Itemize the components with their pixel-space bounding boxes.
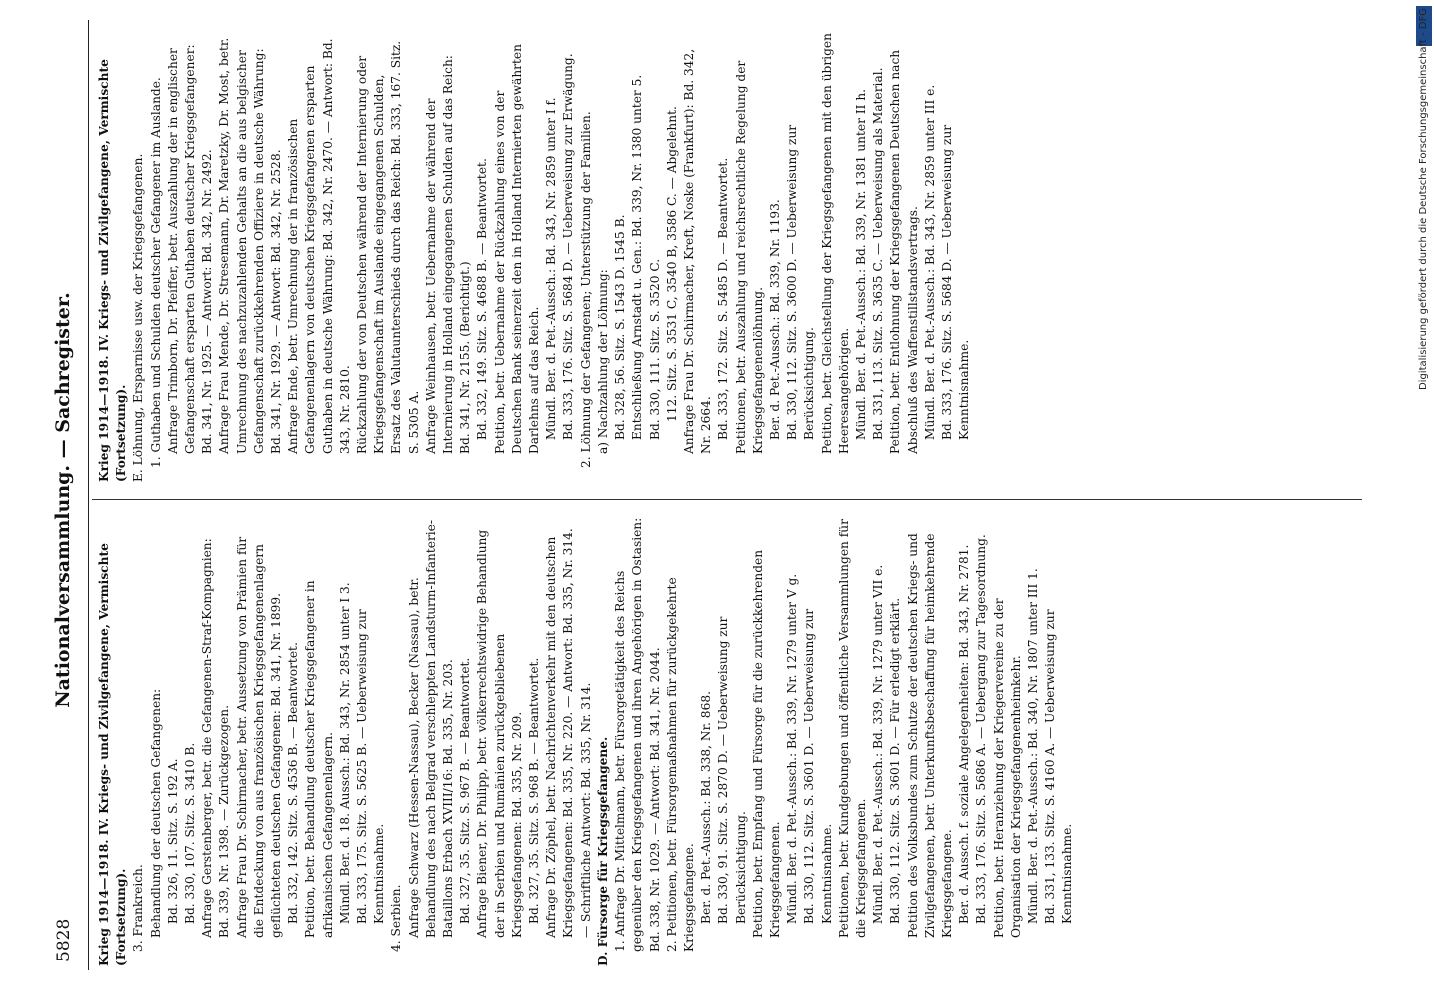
index-entry: Ber. d. Pet.-Aussch.: Bd. 339, Nr. 1193.: [767, 199, 782, 440]
index-entry: Mündl. Ber. d. Pet.-Aussch.: Bd. 339, Nr. 1381 unter II h.: [853, 88, 868, 440]
index-entry: Behandlung der deutschen Gefangenen:: [148, 688, 163, 938]
left-column: [96, 516, 1077, 966]
credit-text: Digitalisierung gefördert durch die Deutsche Forschungsgemeinschaft - DFG: [1418, 8, 1429, 391]
column-divider: [92, 499, 1362, 500]
index-entry: Petition, betr. Uebernahme der Rückzahlung eines von der Deutschen Bank seinerzeit den in Holland Internierten gewährten Darlehns auf das Reich.: [492, 44, 542, 454]
index-entry: Bd. 330, 112. Sitz. S. 3600 D. — Ueberweisung zur Berücksichtigung.: [785, 124, 817, 440]
index-entry: E. Löhnung, Ersparnisse usw. der Kriegsgefangenen.: [131, 153, 146, 482]
index-entry: Petition, betr. Entlohnung der Kriegsgefangenen Deutschen nach Abschluß des Waffenstillstandsvertrags.: [888, 49, 920, 454]
index-entry: Rückzahlung der von Deutschen während der Internierung oder Kriegsgefangenschaft im Auslande eingegangenen Schulden, Ersatz des Valutaunterschieds durch das Reich: Bd. 333, 167. Sitz. S. 5305 A.: [355, 40, 421, 454]
index-entry: Krieg 1914—1918. IV. Kriegs- und Zivilgefangene, Vermischte (Fortsetzung).: [97, 543, 129, 966]
index-entry: Krieg 1914—1918. IV. Kriegs- und Zivilgefangene, Vermischte (Fortsetzung).: [97, 59, 129, 482]
index-entry: Anfrage Biener, Dr. Philipp, betr. völkerrechtswidrige Behandlung der in Serbien und Rumänien zurückgebliebenen Kriegsgefangenen: Bd. 335, Nr. 209.: [475, 529, 524, 938]
index-entry: 2. Petitionen, betr. Fürsorgemaßnahmen für zurückgekehrte Kriegsgefangene.: [664, 577, 696, 952]
index-entry: Bd. 330, 112. Sitz. S. 3601 D. — Ueberweisung zur Kenntnisnahme.: [802, 608, 834, 924]
digitization-credit: [1418, 8, 1432, 992]
index-entry: Bd. 331, 113. Sitz. S. 3635 C. — Ueberweisung als Material.: [871, 67, 886, 440]
index-entry: 1. Guthaben und Schulden deutscher Gefangener im Auslande.: [148, 77, 163, 468]
index-entry: Anfrage Schwarz (Hessen-Nassau), Becker (Nassau), betr. Behandlung des nach Belgrad verschleppten Landsturm-Infanterie-Bataillons Erbach XVIII/16: Bd. 335, Nr. 203.: [406, 519, 456, 938]
index-entry: Ber. d. Pet.-Aussch.: Bd. 338, Nr. 868.: [699, 691, 714, 924]
index-entry: Petition, betr. Empfang und Fürsorge für die zurückkehrenden Kriegsgefangenen.: [750, 549, 782, 938]
index-entry: Bd. 330, 107. Sitz. S. 3410 B.: [183, 742, 198, 924]
index-entry: 112. Sitz. S. 3531 C, 3540 B, 3586 C. — Abgelehnt.: [664, 106, 679, 422]
page-number: 5828: [54, 918, 74, 962]
index-entry: Anfrage Trimborn, Dr. Pfeiffer, betr. Auszahlung der in englischer Gefangenschaft ersparten Guthaben deutscher Kriegsgefangener: Bd. 341, Nr. 1925. — Antwort: Bd. 342, Nr. 2492.: [165, 44, 215, 454]
index-entry: Petition des Volksbundes zum Schutze der deutschen Kriegs- und Zivilgefangenen, betr. Unterkunftsbeschaffung für heimkehrende Kriegsgefangene.: [905, 533, 954, 938]
index-entry: 4. Serbien.: [389, 884, 404, 952]
index-entry: D. Fürsorge für Kriegsgefangene.: [595, 736, 610, 966]
index-entry: Bd. 333, 176. Sitz. S. 5684 D. — Ueberweisung zur Erwägung.: [561, 53, 576, 440]
index-entry: Bd. 327, 35. Sitz. S. 968 B. — Beantwortet.: [527, 657, 542, 924]
index-entry: Bd. 332, 149. Sitz. S. 4688 B. — Beantwortet.: [475, 158, 490, 440]
index-entry: a) Nachzahlung der Löhnung:: [595, 269, 610, 454]
index-entry: Petition, betr. Behandlung deutscher Kriegsgefangener in afrikanischen Gefangenenlagern.: [303, 580, 335, 938]
index-entry: Bd. 333, 175. Sitz. S. 5625 B. — Ueberweisung zur Kenntnisnahme.: [355, 609, 387, 924]
index-entry: Petition, betr. Heranziehung der Kriegervereine zu der Organisation der Kriegsgefangenenheimkehr.: [991, 598, 1023, 938]
index-entry: Mündl. Ber. d. Pet.-Aussch.: Bd. 343, Nr. 2859 unter III e.: [922, 84, 937, 440]
index-entry: Bd. 326, 11. Sitz. S. 192 A.: [165, 758, 180, 924]
running-title: Nationalversammlung. — Sachregister.: [52, 292, 74, 708]
index-entry: Petitionen, betr. Kundgebungen und öffentliche Versammlungen für die Kriegsgefangenen.: [836, 519, 868, 938]
index-entry: Bd. 331, 133. Sitz. S. 4160 A. — Ueberweisung zur Kenntnisnahme.: [1043, 609, 1075, 924]
index-entry: Petition, betr. Gleichstellung der Kriegsgefangenen mit den übrigen Heeresangehörigen.: [819, 33, 851, 454]
index-entry: 2. Löhnung der Gefangenen; Unterstützung der Familien.: [578, 111, 593, 468]
index-entry: Ber. d. Aussch. f. soziale Angelegenheiten: Bd. 343, Nr. 2781.: [957, 544, 972, 924]
header-rule: [88, 20, 89, 970]
index-entry: Bd. 328, 56. Sitz. S. 1543 D. 1545 B.: [613, 214, 628, 440]
index-entry: Bd. 333, 172. Sitz. S. 5485 D. — Beantwortet.: [716, 157, 731, 440]
index-entry: Anfrage Gerstenberger, betr. die Gefangenen-Straf-Kompagnien: Bd. 339, Nr. 1398. — Zurückgezogen.: [200, 538, 232, 938]
index-entry: 1. Anfrage Dr. Mittelmann, betr. Fürsorgetätigkeit des Reichs gegenüber den Kriegsgefangenen und ihren Angehörigen in Ostasien: Bd. 338, Nr. 1029. — Antwort: Bd. 341, Nr. 2044.: [613, 517, 662, 952]
index-entry: Bd. 333, 176. Sitz. S. 5684 D. — Ueberweisung zur Kenntnisnahme.: [939, 124, 972, 440]
index-entry: Petitionen, betr. Auszahlung und reichsrechtliche Regelung der Kriegsgefangenenlöhnung.: [733, 60, 765, 454]
index-entry: Mündl. Ber. d. Pet.-Aussch.: Bd. 339, Nr. 1279 unter VII e.: [871, 564, 886, 924]
index-entry: Mündl. Ber. d. Pet.-Aussch.: Bd. 340, Nr. 1807 unter III 1.: [1025, 568, 1040, 924]
index-entry: Anfrage Frau Dr. Schirmacher, betr. Aussetzung von Prämien für die Entdeckung von aus französischen Kriegsgefangenenlagern geflüchteten deutschen Gefangenen: Bd. 341, Nr. 1899.: [234, 536, 284, 938]
index-entry: Anfrage Ende, betr. Umrechnung der in französischen Gefangenenlagern von deutschen Kriegsgefangenen ersparten Guthaben in deutsche Währung: Bd. 342, Nr. 2470. — Antwort: Bd. 343, Nr. 2810.: [286, 38, 352, 454]
index-entry: 3. Frankreich.: [131, 864, 146, 952]
index-entry: Mündl. Ber. d. 18. Aussch.: Bd. 343, Nr. 2854 unter I 3.: [337, 582, 352, 924]
index-entry: Anfrage Dr. Zöphel, betr. Nachrichtenverkehr mit den deutschen Kriegsgefangenen: Bd. 335, Nr. 220. — Antwort: Bd. 335, Nr. 314. — Schriftliche Antwort: Bd. 335, Nr. 314.: [544, 528, 593, 938]
right-column: [96, 32, 973, 482]
index-entry: Entschließung Arnstadt u. Gen.: Bd. 339, Nr. 1380 unter 5.: [630, 74, 645, 440]
index-entry: Bd. 333, 176. Sitz. S. 5686 A. — Uebergang zur Tagesordnung.: [974, 534, 989, 924]
index-entry: Bd. 332, 142. Sitz. S. 4536 B. — Beantwortet.: [286, 642, 301, 924]
index-entry: Mündl. Ber. d. Pet.-Aussch.: Bd. 339, Nr. 1279 unter V g.: [785, 573, 800, 924]
index-entry: Bd. 330, 91. Sitz. S. 2870 D. — Ueberweisung zur Berücksichtigung.: [716, 616, 748, 924]
index-entry: Bd. 327, 35. Sitz. S. 967 B. — Beantwortet.: [458, 657, 473, 924]
page-header: [48, 0, 88, 1000]
index-entry: Bd. 330, 111. Sitz. S. 3520 C.: [647, 258, 662, 440]
index-entry: Anfrage Frau Dr. Schirmacher, Kreft, Noske (Frankfurt): Bd. 342, Nr. 2664.: [681, 48, 714, 454]
index-entry: Bd. 330, 112. Sitz. S. 3601 D. — Für erledigt erklärt.: [888, 597, 903, 924]
index-entry: Anfrage Frau Mende, Dr. Stresemann, Dr. Maretzky, Dr. Most, betr. Umrechnung des nachzuzahlenden Gehalts an die aus belgischer Gefangenschaft zurückkehrenden Offiziere in deutsche Währung: Bd. 341, Nr. 1929. — Antwort: Bd. 342, Nr. 2528.: [217, 37, 284, 454]
index-entry: Mündl. Ber. d. Pet.-Aussch.: Bd. 343, Nr. 2859 unter I f.: [544, 97, 559, 440]
index-entry: Anfrage Weinhausen, betr. Uebernahme der während der Internierung in Holland eingegangenen Schulden auf das Reich: Bd. 341, Nr. 2155. (Berichtigt.): [423, 55, 473, 454]
